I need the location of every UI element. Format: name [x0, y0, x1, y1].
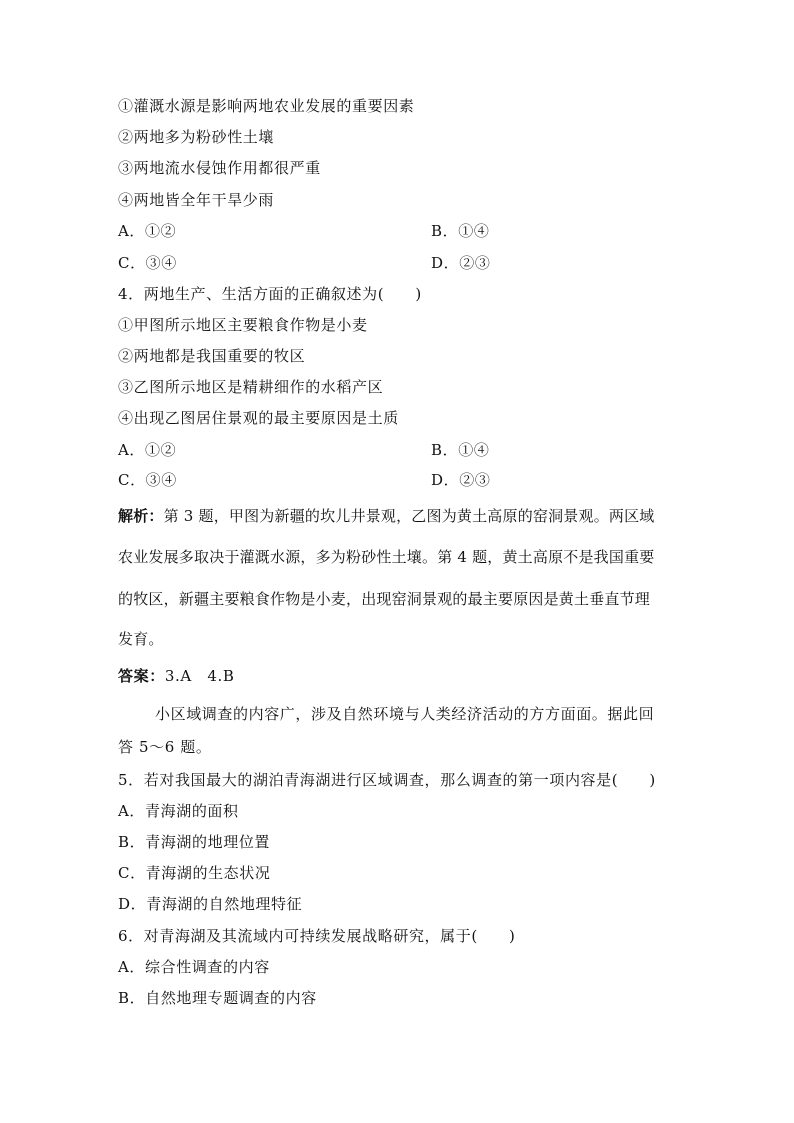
q4-item-1: ①甲图所示地区主要粮食作物是小麦 [118, 316, 368, 334]
q6-stem: 6．对青海湖及其流域内可持续发展战略研究，属于( ) [118, 927, 516, 945]
q4-option-d: D．②③ [431, 471, 491, 489]
q4-options-row-1 [118, 440, 718, 460]
q4-item-2: ②两地都是我国重要的牧区 [118, 347, 306, 365]
answer-value: 3.A 4.B [164, 667, 235, 685]
q3-item-1: ①灌溉水源是影响两地农业发展的重要因素 [118, 97, 415, 115]
q3-option-d: D．②③ [431, 254, 491, 272]
q3-options-row-1 [118, 221, 718, 241]
q4-stem: 4．两地生产、生活方面的正确叙述为( ) [118, 285, 422, 303]
analysis-line-2: 农业发展多取决于灌溉水源，多为粉砂性土壤。第 4 题，黄土高原不是我国重要 [118, 548, 655, 566]
q4-item-4: ④出现乙图居住景观的最主要原因是土质 [118, 409, 399, 427]
intro-line-2: 答 5～6 题。 [118, 738, 212, 756]
analysis-text-1: 第 3 题，甲图为新疆的坎儿井景观，乙图为黄土高原的窑洞景观。两区域 [163, 507, 655, 525]
q5-stem: 5．若对我国最大的湖泊青海湖进行区域调查，那么调查的第一项内容是( ) [118, 771, 656, 789]
answer-label: 答案： [118, 667, 165, 685]
analysis-line-4: 发育。 [118, 630, 164, 648]
analysis-line-3: 的牧区，新疆主要粮食作物是小麦，出现窑洞景观的最主要原因是黄土垂直节理 [118, 590, 651, 608]
q5-option-c: C．青海湖的生态状况 [118, 864, 271, 882]
q4-item-3: ③乙图所示地区是精耕细作的水稻产区 [118, 378, 384, 396]
q4-option-c: C．③④ [118, 471, 177, 489]
q5-option-d: D．青海湖的自然地理特征 [118, 895, 303, 913]
q6-option-b: B．自然地理专题调查的内容 [118, 989, 317, 1007]
q5-option-b: B．青海湖的地理位置 [118, 833, 271, 851]
answer-line [118, 666, 235, 686]
analysis-label: 解析： [118, 507, 164, 525]
q3-item-4: ④两地皆全年干旱少雨 [118, 191, 275, 209]
q3-option-b: B．①④ [431, 222, 490, 240]
q3-option-c: C．③④ [118, 254, 177, 272]
q3-options-row-2 [118, 253, 718, 273]
q6-option-a: A．综合性调查的内容 [118, 958, 270, 976]
q3-item-2: ②两地多为粉砂性土壤 [118, 128, 275, 146]
q3-item-3: ③两地流水侵蚀作用都很严重 [118, 159, 321, 177]
analysis-line-1 [118, 506, 655, 526]
q4-option-a: A．①② [118, 441, 177, 459]
q4-option-b: B．①④ [431, 441, 490, 459]
q4-options-row-2 [118, 470, 718, 490]
q5-option-a: A．青海湖的面积 [118, 802, 239, 820]
q3-option-a: A．①② [118, 222, 177, 240]
intro-line-1: 小区域调查的内容广，涉及自然环境与人类经济活动的方方面面。据此回 [155, 705, 655, 723]
